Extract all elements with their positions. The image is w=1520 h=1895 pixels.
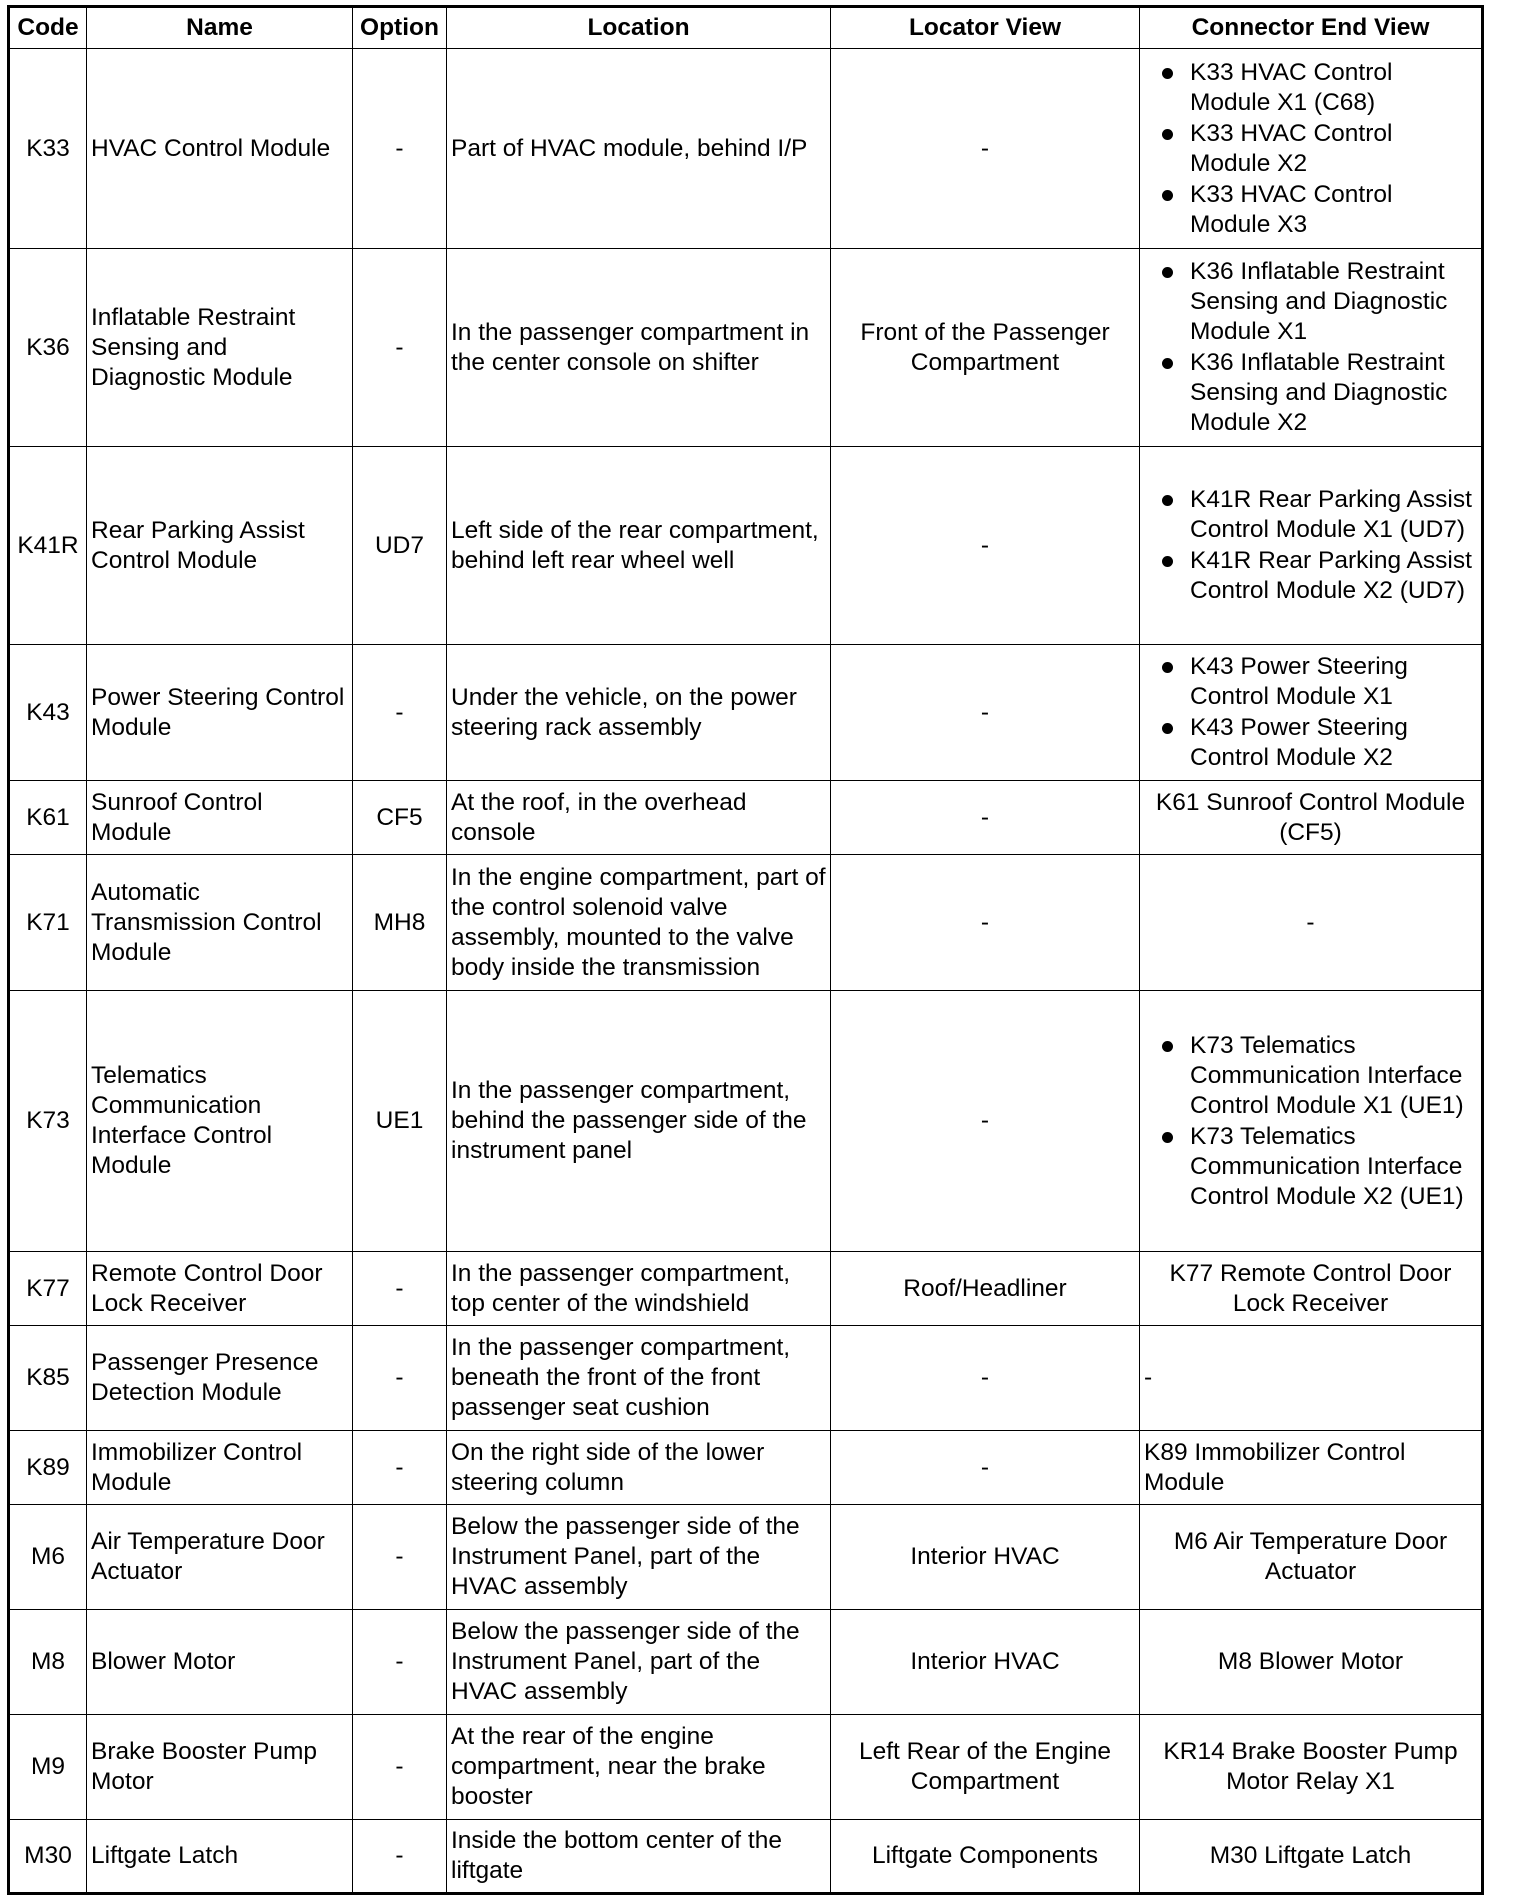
cell-connector-end-view: K77 Remote Control Door Lock Receiver bbox=[1140, 1252, 1483, 1326]
connector-list-item: K43 Power Steering Control Module X1 bbox=[1144, 652, 1477, 712]
cell-connector-end-view: KR14 Brake Booster Pump Motor Relay X1 bbox=[1140, 1715, 1483, 1820]
cell-location: In the engine compartment, part of the control solenoid valve assembly, mounted to the valve body inside the transmission bbox=[447, 855, 831, 991]
header-name: Name bbox=[87, 7, 353, 49]
table-row bbox=[9, 1252, 1483, 1326]
cell-option: - bbox=[353, 1715, 447, 1820]
connector-list-item: K36 Inflatable Restraint Sensing and Diagnostic Module X1 bbox=[1144, 257, 1477, 347]
cell-location: In the passenger compartment in the center console on shifter bbox=[447, 249, 831, 447]
table-body bbox=[9, 49, 1483, 1894]
cell-code: K33 bbox=[9, 49, 87, 249]
header-locator-view: Locator View bbox=[831, 7, 1140, 49]
cell-location: At the roof, in the overhead console bbox=[447, 781, 831, 855]
header-location: Location bbox=[447, 7, 831, 49]
cell-code: M8 bbox=[9, 1610, 87, 1715]
table-row bbox=[9, 991, 1483, 1252]
cell-location: Left side of the rear compartment, behind left rear wheel well bbox=[447, 447, 831, 645]
cell-locator-view: - bbox=[831, 855, 1140, 991]
cell-code: K73 bbox=[9, 991, 87, 1252]
cell-code: M30 bbox=[9, 1820, 87, 1894]
connector-list bbox=[1144, 485, 1477, 606]
cell-locator-view: Liftgate Components bbox=[831, 1820, 1140, 1894]
cell-locator-view: - bbox=[831, 781, 1140, 855]
cell-location: Part of HVAC module, behind I/P bbox=[447, 49, 831, 249]
cell-location: Inside the bottom center of the liftgate bbox=[447, 1820, 831, 1894]
cell-code: M6 bbox=[9, 1505, 87, 1610]
cell-connector-end-view bbox=[1140, 249, 1483, 447]
table-row bbox=[9, 1715, 1483, 1820]
cell-name: Brake Booster Pump Motor bbox=[87, 1715, 353, 1820]
header-connector-end-view: Connector End View bbox=[1140, 7, 1483, 49]
cell-locator-view: Interior HVAC bbox=[831, 1505, 1140, 1610]
table-row bbox=[9, 447, 1483, 645]
cell-location: In the passenger compartment, beneath the front of the front passenger seat cushion bbox=[447, 1326, 831, 1431]
connector-list bbox=[1144, 652, 1477, 773]
table-row bbox=[9, 645, 1483, 781]
cell-locator-view: Interior HVAC bbox=[831, 1610, 1140, 1715]
cell-option: - bbox=[353, 1326, 447, 1431]
table-row bbox=[9, 1505, 1483, 1610]
cell-option: UD7 bbox=[353, 447, 447, 645]
cell-name: Inflatable Restraint Sensing and Diagnostic Module bbox=[87, 249, 353, 447]
cell-code: K41R bbox=[9, 447, 87, 645]
cell-connector-end-view bbox=[1140, 645, 1483, 781]
cell-locator-view: Roof/Headliner bbox=[831, 1252, 1140, 1326]
cell-name: Rear Parking Assist Control Module bbox=[87, 447, 353, 645]
cell-locator-view: - bbox=[831, 1326, 1140, 1431]
cell-option: - bbox=[353, 249, 447, 447]
connector-list-item: K36 Inflatable Restraint Sensing and Diagnostic Module X2 bbox=[1144, 348, 1477, 438]
cell-location: In the passenger compartment, top center of the windshield bbox=[447, 1252, 831, 1326]
cell-name: HVAC Control Module bbox=[87, 49, 353, 249]
connector-list-item: K43 Power Steering Control Module X2 bbox=[1144, 713, 1477, 773]
cell-option: - bbox=[353, 1431, 447, 1505]
cell-option: - bbox=[353, 49, 447, 249]
cell-location: At the rear of the engine compartment, near the brake booster bbox=[447, 1715, 831, 1820]
cell-connector-end-view bbox=[1140, 991, 1483, 1252]
cell-locator-view: Left Rear of the Engine Compartment bbox=[831, 1715, 1140, 1820]
header-option: Option bbox=[353, 7, 447, 49]
cell-connector-end-view: K89 Immobilizer Control Module bbox=[1140, 1431, 1483, 1505]
cell-locator-view: - bbox=[831, 49, 1140, 249]
cell-option: - bbox=[353, 1252, 447, 1326]
connector-list-item: K41R Rear Parking Assist Control Module X1 (UD7) bbox=[1144, 485, 1477, 545]
connector-list bbox=[1144, 58, 1477, 240]
connector-list bbox=[1144, 1031, 1477, 1212]
cell-location: In the passenger compartment, behind the passenger side of the instrument panel bbox=[447, 991, 831, 1252]
cell-location: Under the vehicle, on the power steering rack assembly bbox=[447, 645, 831, 781]
cell-locator-view: - bbox=[831, 991, 1140, 1252]
cell-code: K77 bbox=[9, 1252, 87, 1326]
table-row bbox=[9, 1326, 1483, 1431]
cell-locator-view: - bbox=[831, 1431, 1140, 1505]
connector-list-item: K73 Telematics Communication Interface Control Module X2 (UE1) bbox=[1144, 1122, 1477, 1212]
cell-connector-end-view: K61 Sunroof Control Module (CF5) bbox=[1140, 781, 1483, 855]
table-row bbox=[9, 1820, 1483, 1894]
cell-code: K43 bbox=[9, 645, 87, 781]
connector-list bbox=[1144, 257, 1477, 438]
cell-connector-end-view: - bbox=[1140, 1326, 1483, 1431]
cell-name: Immobilizer Control Module bbox=[87, 1431, 353, 1505]
cell-option: CF5 bbox=[353, 781, 447, 855]
cell-name: Power Steering Control Module bbox=[87, 645, 353, 781]
cell-option: - bbox=[353, 1610, 447, 1715]
cell-option: - bbox=[353, 1505, 447, 1610]
cell-location: On the right side of the lower steering column bbox=[447, 1431, 831, 1505]
cell-connector-end-view bbox=[1140, 447, 1483, 645]
cell-name: Passenger Presence Detection Module bbox=[87, 1326, 353, 1431]
table-header-row bbox=[9, 7, 1483, 49]
connector-list-item: K33 HVAC Control Module X3 bbox=[1144, 180, 1477, 240]
cell-location: Below the passenger side of the Instrument Panel, part of the HVAC assembly bbox=[447, 1505, 831, 1610]
cell-code: M9 bbox=[9, 1715, 87, 1820]
cell-code: K61 bbox=[9, 781, 87, 855]
table-row bbox=[9, 249, 1483, 447]
cell-name: Remote Control Door Lock Receiver bbox=[87, 1252, 353, 1326]
connector-list-item: K33 HVAC Control Module X1 (C68) bbox=[1144, 58, 1477, 118]
table-row bbox=[9, 781, 1483, 855]
table-row bbox=[9, 49, 1483, 249]
cell-connector-end-view: M6 Air Temperature Door Actuator bbox=[1140, 1505, 1483, 1610]
cell-connector-end-view: M30 Liftgate Latch bbox=[1140, 1820, 1483, 1894]
cell-name: Automatic Transmission Control Module bbox=[87, 855, 353, 991]
cell-code: K89 bbox=[9, 1431, 87, 1505]
connector-list-item: K33 HVAC Control Module X2 bbox=[1144, 119, 1477, 179]
cell-name: Blower Motor bbox=[87, 1610, 353, 1715]
cell-connector-end-view: M8 Blower Motor bbox=[1140, 1610, 1483, 1715]
cell-option: UE1 bbox=[353, 991, 447, 1252]
connector-list-item: K73 Telematics Communication Interface Control Module X1 (UE1) bbox=[1144, 1031, 1477, 1121]
cell-option: - bbox=[353, 1820, 447, 1894]
component-locator-table bbox=[7, 5, 1484, 1895]
cell-name: Telematics Communication Interface Control Module bbox=[87, 991, 353, 1252]
cell-name: Sunroof Control Module bbox=[87, 781, 353, 855]
cell-name: Air Temperature Door Actuator bbox=[87, 1505, 353, 1610]
cell-name: Liftgate Latch bbox=[87, 1820, 353, 1894]
header-code: Code bbox=[9, 7, 87, 49]
cell-option: MH8 bbox=[353, 855, 447, 991]
cell-connector-end-view: - bbox=[1140, 855, 1483, 991]
cell-code: K71 bbox=[9, 855, 87, 991]
component-locator-table-wrapper bbox=[7, 5, 1484, 1895]
cell-locator-view: Front of the Passenger Compartment bbox=[831, 249, 1140, 447]
cell-connector-end-view bbox=[1140, 49, 1483, 249]
cell-locator-view: - bbox=[831, 645, 1140, 781]
cell-code: K85 bbox=[9, 1326, 87, 1431]
cell-locator-view: - bbox=[831, 447, 1140, 645]
cell-location: Below the passenger side of the Instrument Panel, part of the HVAC assembly bbox=[447, 1610, 831, 1715]
cell-option: - bbox=[353, 645, 447, 781]
table-row bbox=[9, 1431, 1483, 1505]
table-row bbox=[9, 855, 1483, 991]
cell-code: K36 bbox=[9, 249, 87, 447]
table-row bbox=[9, 1610, 1483, 1715]
connector-list-item: K41R Rear Parking Assist Control Module X2 (UD7) bbox=[1144, 546, 1477, 606]
